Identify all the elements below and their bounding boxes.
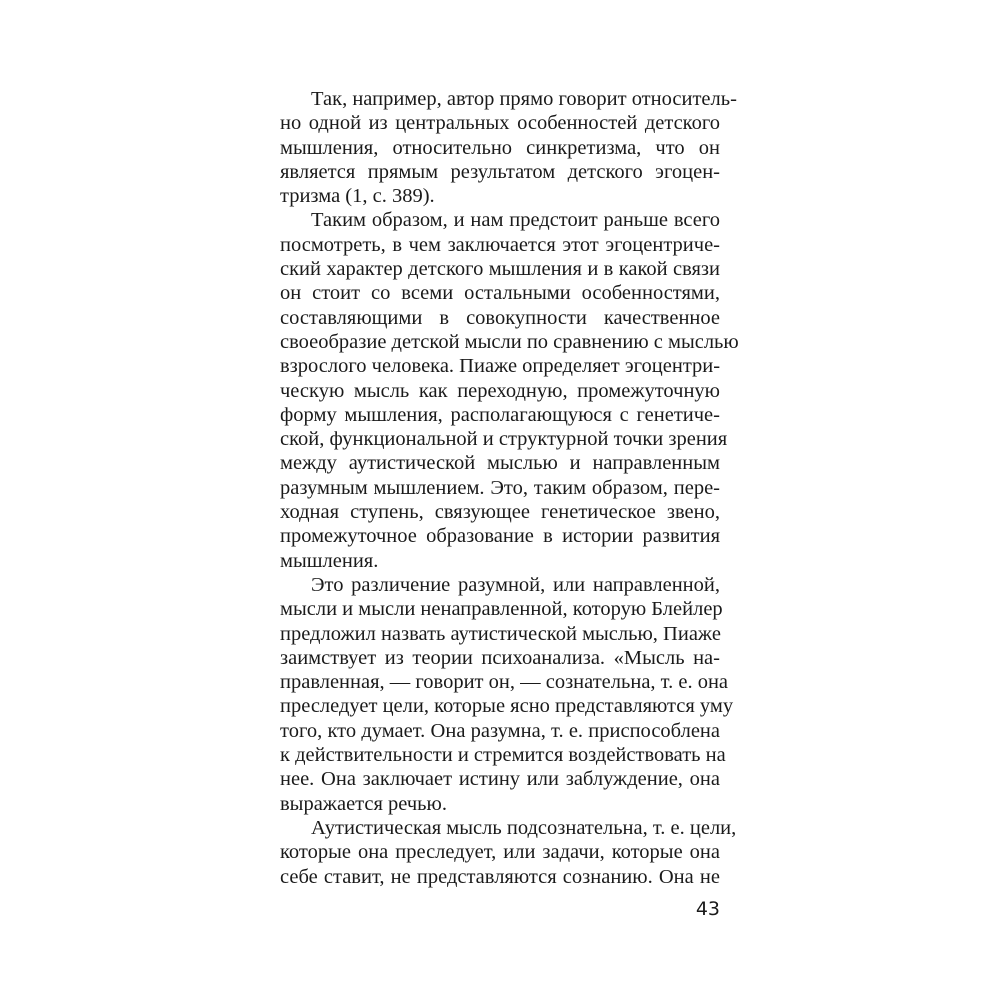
text-line: является прямым результатом детского эгоцен-	[280, 160, 720, 183]
text-line: но одной из центральных особенностей детского	[280, 112, 720, 135]
text-line: взрослого человека. Пиаже определяет эгоцентри-	[280, 355, 721, 378]
paragraph	[280, 208, 739, 572]
text-line: Это различение разумной, или направленной,	[311, 573, 720, 596]
text-line: к действительности и стремится воздействовать на	[280, 744, 726, 767]
text-line: ходная ступень, связующее генетическое звено,	[280, 501, 720, 524]
text-line: предложил назвать аутистической мыслью, Пиаже	[280, 622, 721, 645]
text-line: Так, например, автор прямо говорит относитель-	[311, 88, 737, 110]
text-line: ческую мысль как переходную, промежуточную	[280, 379, 720, 402]
text-line: нее. Она заключает истину или заблуждение, она	[280, 768, 720, 791]
text-line: мысли и мысли ненаправленной, которую Блейлер	[280, 598, 723, 621]
text-line: которые она преследует, или задачи, которые она	[280, 841, 720, 864]
text-line: составляющими в совокупности качественное	[280, 306, 720, 329]
text-line: между аутистической мыслью и направленным	[280, 452, 720, 475]
text-line: себе ставит, не представляются сознанию. Она не	[280, 865, 720, 888]
text-line: мышления.	[280, 549, 379, 572]
text-line: посмотреть, в чем заключается этот эгоцентриче-	[280, 233, 720, 256]
text-line: он стоит со всеми остальными особенностями,	[280, 282, 720, 305]
text-line: правленная, — говорит он, — сознательна, т. е. она	[280, 671, 729, 694]
text-line: Аутистическая мысль подсознательна, т. е. цели,	[311, 816, 737, 839]
text-line: своеобразие детской мысли по сравнению с мыслью	[280, 330, 739, 353]
text-line: промежуточное образование в истории развития	[280, 525, 720, 548]
page-text	[280, 87, 739, 889]
page-number: 43	[695, 898, 720, 920]
text-line: того, кто думает. Она разумна, т. е. приспособлена	[280, 719, 720, 742]
text-line: преследует цели, которые ясно представляются уму	[280, 695, 734, 718]
text-line: выражается речью.	[280, 792, 447, 815]
text-line: ский характер детского мышления и в какой связи	[280, 258, 720, 281]
paragraph	[280, 816, 737, 889]
text-line: Таким образом, и нам предстоит раньше всего	[311, 209, 720, 232]
text-line: ской, функциональной и структурной точки зрения	[280, 428, 728, 451]
paragraph	[280, 573, 734, 816]
paragraph	[280, 87, 737, 208]
text-line: мышления, относительно синкретизма, что он	[280, 136, 720, 159]
text-line: тризма (1, с. 389).	[280, 185, 435, 208]
text-line: заимствует из теории психоанализа. «Мысль на-	[280, 646, 720, 669]
text-line: разумным мышлением. Это, таким образом, пере-	[280, 476, 720, 499]
text-line: форму мышления, располагающуюся с генетиче-	[280, 403, 720, 426]
